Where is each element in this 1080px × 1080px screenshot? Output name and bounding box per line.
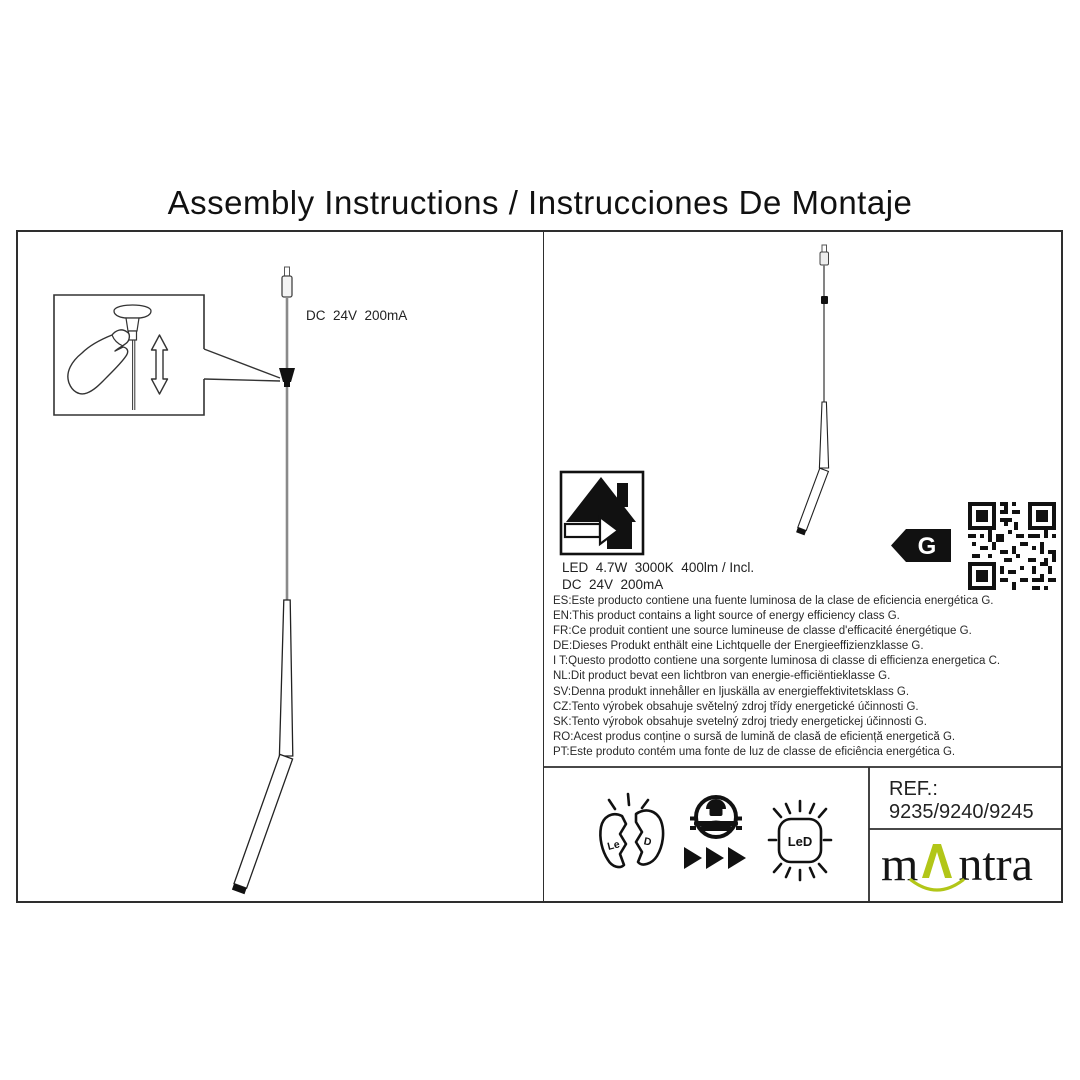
cable-adjuster-connector [279,368,295,382]
spec-line-led: LED 4.7W 3000K 400lm / Incl. [562,560,755,575]
cable-adjuster-tip [284,382,290,387]
energy-line-sv: SV:Denna produkt innehåller en ljuskälla av energieffektivitetsklass G. [553,685,910,698]
energy-line-es: ES:Este producto contiene una fuente luminosa de la clase de eficiencia energética G. [553,595,994,607]
energy-line-en: EN:This product contains a light source of energy efficiency class G. [553,610,900,623]
brand-text-left: m [881,838,919,891]
right-panel-energy-info [543,230,1063,903]
brand-text-right: ntra [958,838,1033,891]
mini-tube-angled [798,468,829,530]
spec-line-dc: DC 24V 200mA [562,577,664,592]
energy-line-fr: FR:Ce produit contient une source lumineuse de classe d'efficacité énergétique G. [553,625,972,638]
energy-class-letter: G [917,533,937,560]
mini-adjuster-dot [821,296,828,304]
energy-line-ro: RO:Acest produs conține o sursă de lumină de clasă de eficiență energetică G. [553,730,956,743]
broken-led-text-left: Le [606,838,621,853]
energy-efficiency-text-block [553,594,1058,760]
energy-line-nl: NL:Dit product bevat een lichtbron van energie-efficiëntieklasse G. [553,670,891,683]
led-light-icon [769,801,831,880]
lamp-tube-angled [234,754,293,888]
page-title: Assembly Instructions / Instrucciones De Montaje [167,184,913,221]
energy-line-sk: SK:Tento výrobok obsahuje svetelný zdroj triedy energetickej účinnosti G. [553,715,927,728]
callout-line-upper [204,349,280,378]
energy-line-cz: CZ:Tento výrobek obsahuje světelný zdroj třídy energetické účinnosti G. [553,700,919,713]
ceiling-canopy-icon [114,305,151,318]
energy-line-de: DE:Dieses Produkt enthält eine Lichtquelle der Energieeffizienzklasse G. [553,640,924,653]
triple-arrow-icon [684,847,746,869]
ref-label: REF.: [889,778,938,800]
broken-led-icon [600,794,663,867]
brand-caret-icon [919,840,957,892]
brand-logo-mantra [881,837,1033,892]
pendant-lamp-diagram [18,232,545,901]
mini-cable-nub [822,245,827,252]
mini-top-connector [820,252,829,265]
left-panel-assembly-diagram [16,230,545,903]
left-spec-label: DC 24V 200mA [306,308,408,323]
cable-top-nub [285,267,290,276]
ref-box [889,778,1034,824]
cable-top-connector [282,276,292,297]
ref-numbers: 9235/9240/9245 [889,801,1034,823]
lamp-tube-upper [279,600,292,756]
mini-tube-upper [819,402,828,468]
canopy-neck [126,318,139,331]
technician-icon [690,797,742,837]
energy-line-pt: PT:Este produto contém uma fonte de luz de classe de eficiência energética G. [553,745,956,758]
energy-class-g-arrow [891,529,951,562]
energy-line-it: I T:Questo prodotto contiene una sorgente luminosa di classe di efficienza energetica C. [553,655,1001,668]
indoor-use-house-icon [561,472,643,554]
callout-line-lower [204,379,280,381]
qr-code [968,502,1056,590]
broken-led-text-right: D [642,835,653,849]
brand-caret-wrap [919,840,957,892]
led-badge-text: LeD [787,834,813,849]
